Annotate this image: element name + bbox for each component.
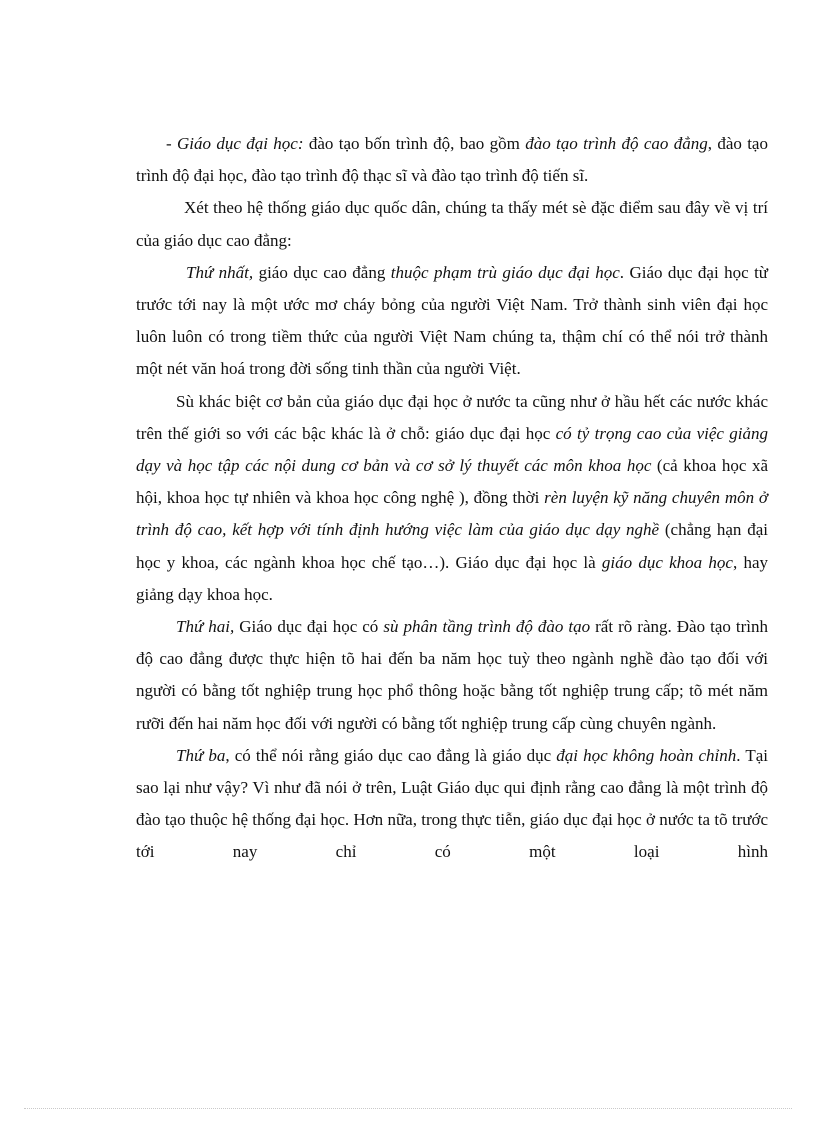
paragraph-su-khac-biet xyxy=(136,386,768,611)
text-run: Xét theo hệ thống giáo dục quốc dân, chúng ta thấy mét sè đặc điểm sau đây về vị trí của giáo dục cao đẳng: xyxy=(136,198,768,250)
text-run: rất rõ ràng. Đào tạo trình độ cao đẳng được thực hiện tõ hai đến ba năm học tuỳ theo ngành nghề đào tạo đối với người có bằng tốt nghiệp trung học phổ thông hoặc bằng tốt nghiệp trung cấp; tõ mét năm rưỡi đến hai năm học đối với người có bằng tốt nghiệp trung cấp cùng chuyên ngành. xyxy=(136,617,769,733)
text-run: Sù khác biệt cơ bản của giáo dục đại học ở nước ta cũng như ở hầu hết các nước khác trên thế giới so với các bậc khác là ở chỗ: giáo dục đại học xyxy=(136,391,768,443)
text-run: Giáo dục đại học có xyxy=(234,617,384,637)
text-run: , có thể nói rằng giáo dục cao đẳng là giáo dục xyxy=(225,745,557,765)
italic-text-run: Thứ hai, xyxy=(176,617,235,637)
text-run: . Giáo dục đại học từ trước tới nay là một ước mơ cháy bỏng của người Việt Nam. Trở thành sinh viên đại học luôn luôn có trong tiềm thức của người Việt Nam chúng ta, thậm chí có thể nói trở thành một nét văn hoá trong đời sống tinh thần của người Việt. xyxy=(136,262,769,379)
text-run: đào tạo bốn trình độ, bao gồm xyxy=(303,134,526,153)
italic-text-run: giáo dục khoa học xyxy=(601,552,733,572)
paragraph-vi-tri-cao-dang xyxy=(136,192,768,256)
italic-text-run: có tỷ trọng cao của việc giảng dạy và học tập các nội dung cơ bản và cơ sở lý thuyết các môn khoa học xyxy=(136,423,769,476)
text-run: . Tại sao lại như vậy? Vì như đã nói ở trên, Luật Giáo dục qui định rằng cao đẳng là một trình độ đào tạo thuộc hệ thống đại học. Hơn nữa, trong thực tiễn, giáo dục đại học ở nước ta tõ trước tới nay chỉ có một loại hình xyxy=(136,745,768,862)
text-run: - xyxy=(166,134,178,153)
text-run: (cả khoa học xã hội, khoa học tự nhiên và khoa học công nghệ ), đồng thời xyxy=(136,456,768,508)
italic-text-run: Giáo dục đại học: xyxy=(177,134,304,153)
paragraph-thu-nhat xyxy=(136,257,768,386)
italic-text-run: rèn luyện kỹ năng chuyên môn ở trình độ cao, kết hợp với tính định hướng việc làm của giáo dục dạy nghề xyxy=(136,488,768,540)
paragraph-thu-hai xyxy=(136,611,768,740)
italic-text-run: Thứ nhất, xyxy=(186,262,254,282)
italic-text-run: đại học không hoàn chỉnh xyxy=(556,745,737,765)
text-run: giáo dục cao đẳng xyxy=(253,262,391,282)
paragraph-thu-ba xyxy=(136,740,768,869)
page-bottom-divider xyxy=(24,1108,792,1109)
text-run: , hay giảng dạy khoa học. xyxy=(136,552,769,604)
italic-text-run: đào tạo trình độ cao đẳng xyxy=(525,134,708,153)
document-body xyxy=(136,128,768,869)
italic-text-run: Thứ ba xyxy=(176,745,226,765)
text-run: , đào tạo trình độ đại học, đào tạo trình độ thạc sĩ và đào tạo trình độ tiến sĩ. xyxy=(136,134,768,186)
italic-text-run: thuộc phạm trù giáo dục đại học xyxy=(390,262,620,282)
text-run: (chẳng hạn đại học y khoa, các ngành khoa học chế tạo…). Giáo dục đại học là xyxy=(136,520,768,572)
italic-text-run: sù phân tầng trình độ đào tạo xyxy=(383,617,591,637)
paragraph-bullet-giao-duc-dai-hoc xyxy=(136,128,768,192)
